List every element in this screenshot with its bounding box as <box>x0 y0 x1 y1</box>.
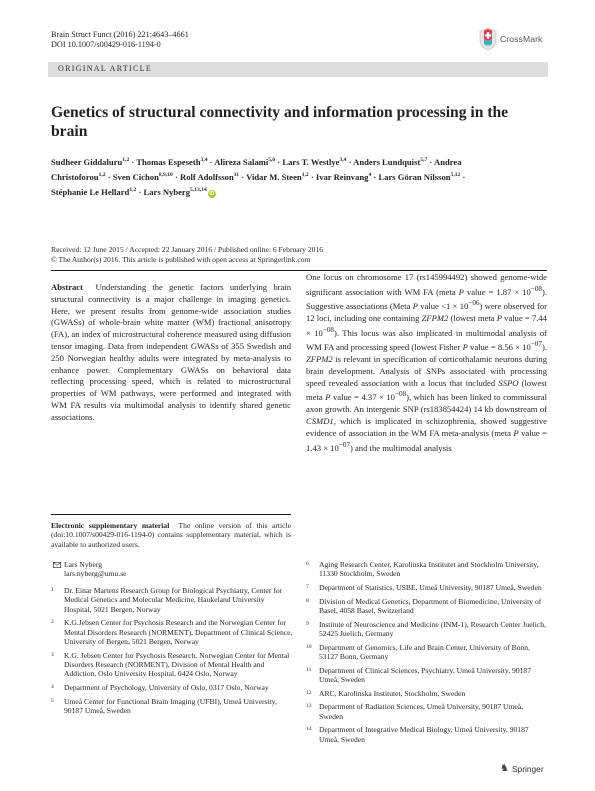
author-name[interactable]: Andrea Christoforou <box>51 156 462 182</box>
affiliation-text: Umeå Center for Functional Brain Imaging (UFBI), Umeå University, 90187 Umeå, Sweden <box>64 696 277 716</box>
doi-line: DOI 10.1007/s00429-016-1194-0 <box>51 40 161 49</box>
affiliation-text: Dr. Einar Martens Research Group for Biological Psychiatry, Center for Medical Genetics and Molecular Medicine, Haukeland University Hospital, 5021 Bergen, Norway <box>64 585 283 614</box>
affiliation-item <box>306 702 548 721</box>
electronic-supplementary-note <box>51 521 291 549</box>
affiliation-item <box>51 697 293 716</box>
author-list: Sudheer Giddaluru$^{1,2}$ · Thomas Espeseth$^{3,4}$ · Alireza Salami$^{5,6}$ · Lars T. Westlye$^{3,4}$ · Anders Lundquist$^{5,7}$ · Andrea Christoforou$^{1,2}$ · Sven Cichon$^{8,9,10}$ · Rolf Adolfsson$^{11}$ · Vidar M. Steen$^{1,2}$ · Ivar Reinvang$^4$ · Lars Göran Nilsson$^{5,12}$ · Stéphanie Le Hellard$^{1,2}$ · Lars Nyberg$^{5,13,14}$iD <box>51 156 466 197</box>
affiliation-number: 14 <box>306 726 312 733</box>
journal-citation: Brain Struct Funct (2016) 221:4643–4661 <box>51 30 189 39</box>
author-affiliation-marker: 1,2 <box>98 172 106 179</box>
publisher-logo <box>500 763 544 774</box>
affiliation-text: Department of Statistics, USBE, Umeå University, 90187 Umeå, Sweden <box>319 583 542 592</box>
affiliation-item <box>306 643 548 662</box>
affiliation-number: 6 <box>306 561 309 567</box>
corresponding-name: Lars Nyberg <box>64 560 103 569</box>
publication-dates <box>51 245 323 264</box>
article-title: Genetics of structural connectivity and information processing in the brain <box>51 104 509 140</box>
author-name[interactable]: Vidar M. Steen <box>246 171 302 182</box>
section-banner <box>48 62 548 77</box>
author-affiliation-marker: 11 <box>233 172 240 179</box>
affiliation-item <box>306 666 548 685</box>
abstract-right-column <box>306 272 547 454</box>
author-affiliation-marker: 8,9,10 <box>158 172 173 179</box>
affiliation-text: Institute of Neuroscience and Medicine (INM-1), Research Center Juelich, 52425 Juelich, Germany <box>319 619 546 638</box>
affiliation-number: 5 <box>51 697 54 704</box>
esm-divider-rule <box>51 514 291 515</box>
affiliation-text: Department of Clinical Sciences, Psychiatry, Umeå University, 90187 Umeå, Sweden <box>319 665 532 684</box>
abstract-text: Understanding the genetic factors underlying brain structural connectivity is a major challenge in imaging genetics. Here, we present results from genome-wide association studies (GWASs) of whole-brain white matter (WM) fractional anisotropy (FA), an index of microstructural coherence measured using diffusion tensor imaging. Data from independent GWASs of 355 Swedish and 250 Norwegian healthy adults were integrated by meta-analysis to enhance power. Complementary GWASs on behavioral data reflecting processing speed, which is related to microstructural properties of WM pathways, were performed and integrated with WM FA results via multimodal analysis to identify shared genetic associations. <box>51 282 292 422</box>
affiliation-number: 7 <box>306 584 309 590</box>
affiliation-text: ARC, Karolinska Institutet, Stockholm, Sweden <box>319 688 466 698</box>
affiliation-number: 12 <box>306 689 312 696</box>
section-label: ORIGINAL ARTICLE <box>58 64 153 73</box>
corresponding-email[interactable]: lars.nyberg@umu.se <box>64 569 127 579</box>
gene-name: ZFPM2 <box>421 313 449 324</box>
affiliation-item <box>306 689 548 698</box>
affiliation-item <box>51 618 293 646</box>
abstract-left-column <box>51 282 291 424</box>
author-affiliation-marker: 1,2 <box>301 172 309 179</box>
affiliation-number: 10 <box>306 643 312 650</box>
author-name[interactable]: Alireza Salami <box>214 156 269 167</box>
abstract-heading: Abstract <box>51 282 83 292</box>
affiliation-number: 2 <box>51 619 54 626</box>
affiliation-text: Department of Genomics, Life and Brain Center, University of Bonn, 53127 Bonn, Germany <box>319 642 531 661</box>
affiliation-item <box>306 583 548 592</box>
affiliation-text: Department of Integrative Medical Biology, Umeå University, 90187 Umeå, Sweden <box>319 725 529 744</box>
abstract-continuation: One locus on chromosome 17 (rs145994492) showed genome-wide significant association with WM FA (meta P value = $1.87 \times 10^{-08}$). Suggestive associations (Meta P value $<1 \times 10^{-06}$) were observed for 12 loci, including one containing ZFPM2 (lowest meta P value = $7.44 \times 10^{-08}$). This locus was also implicated in multimodal analysis of WM FA and processing speed (lowest Fisher P value = $8.56 \times 10^{-07}$). ZFPM2 is relevant in specification of corticothalamic neurons during brain development. Analysis of SNPs associated with processing speed revealed association with a locus that included SSPO (lowest meta P value = $4.37 \times 10^{-08}$), which has been linked to commissural axon growth. An intergenic SNP (rs183854424) 14 kb downstream of CSMD1, which is implicated in schizophrenia, showed suggestive evidence of association in the WM FA meta-analysis (meta P value = $1.43 \times 10^{-07}$) and the multimodal analysis <box>306 272 548 453</box>
affiliation-number: 4 <box>51 684 54 691</box>
crossmark-badge[interactable] <box>478 27 548 51</box>
affiliations-right <box>306 560 548 748</box>
journal-header <box>51 30 189 50</box>
author-affiliation-marker: 1,2 <box>122 157 130 163</box>
affiliation-number: 11 <box>306 666 312 673</box>
affiliation-item <box>51 683 293 692</box>
divider-rule <box>51 270 547 271</box>
author-affiliation-marker: 3,4 <box>339 157 347 163</box>
affiliations-left <box>51 560 293 720</box>
gene-name: SSPO <box>498 377 519 388</box>
corresponding-author <box>53 560 293 579</box>
affiliation-number: 8 <box>306 597 309 604</box>
affiliation-text: K.G.Jebsen Center for Psychosis Research and the Norwegian Center for Mental Disorders Research (NORMENT), Department of Clinical Science, University of Bergen, 5021 Bergen, Norway <box>64 618 293 647</box>
affiliation-item <box>306 560 548 579</box>
author-affiliation-marker: 5,12 <box>450 172 461 179</box>
author-name[interactable]: Sudheer Giddaluru <box>51 156 123 167</box>
author-name[interactable]: Sven Cichon <box>112 171 159 182</box>
affiliation-number: 13 <box>306 703 312 710</box>
affiliation-text: Division of Medical Genetics, Department of Biomedicine, University of Basel, 4058 Basel, Switzerland <box>319 596 542 615</box>
affiliation-number: 9 <box>306 620 309 627</box>
gene-name: CSMD1 <box>306 416 334 427</box>
received-accepted-line: Received: 12 June 2015 / Accepted: 22 January 2016 / Published online: 6 February 2016 <box>51 245 324 254</box>
affiliation-item <box>51 586 293 614</box>
affiliation-item <box>51 651 293 679</box>
author-affiliation-marker: 5,13,14 <box>190 187 207 194</box>
author-name[interactable]: Lars Göran Nilsson <box>378 171 451 182</box>
affiliation-text: Department of Radiation Sciences, Umeå University, 90187 Umeå, Sweden <box>319 702 524 721</box>
author-affiliation-marker: 5,6 <box>268 157 276 163</box>
affiliation-item <box>306 725 548 744</box>
affiliation-item <box>306 620 548 639</box>
author-name[interactable]: Thomas Espeseth <box>136 156 201 167</box>
affiliation-text: K.G. Jebsen Center for Psychosis Research, Norwegian Center for Mental Disorders Research (NORMENT), Division of Mental Health and Addiction, Oslo University Hospital, 0424 Oslo, Norway <box>64 650 290 679</box>
affiliation-list-left <box>51 586 293 716</box>
author-name[interactable]: Stéphanie Le Hellard <box>51 186 130 197</box>
envelope-icon <box>53 560 64 579</box>
affiliation-list-right <box>306 560 548 744</box>
author-affiliation-marker: 4 <box>368 172 372 179</box>
affiliation-number: 3 <box>51 651 54 658</box>
publisher-name: Springer <box>511 763 544 774</box>
affiliation-number: 1 <box>51 586 54 593</box>
author-affiliation-marker: 1,2 <box>129 187 137 194</box>
author-name[interactable]: Rolf Adolfsson <box>180 171 234 182</box>
springer-horse-icon: ♞ <box>500 763 509 774</box>
esm-text: The online version of this article (doi:10.1007/s00429-016-1194-0) contains supplementary material, which is available to authorized users. <box>51 521 291 549</box>
gene-name: ZFPM2 <box>306 354 333 365</box>
crossmark-label: CrossMark <box>500 34 543 44</box>
author-name[interactable]: Lars Nyberg <box>143 186 191 197</box>
affiliation-text: Department of Psychology, University of Oslo, 0317 Oslo, Norway <box>64 683 269 693</box>
author-affiliation-marker: 3,4 <box>200 157 208 163</box>
author-affiliation-marker: 5,7 <box>420 157 428 163</box>
orcid-icon[interactable]: iD <box>209 190 215 197</box>
crossmark-icon <box>478 27 498 51</box>
affiliation-item <box>306 597 548 616</box>
esm-heading: Electronic supplementary material <box>51 521 170 530</box>
affiliation-text: Aging Research Center, Karolinska Institutet and Stockholm University, 11330 Stockholm, Sweden <box>319 560 539 579</box>
author-name[interactable]: Anders Lundquist <box>353 156 421 167</box>
author-name[interactable]: Ivar Reinvang <box>315 171 369 182</box>
copyright-line: © The Author(s) 2016. This article is published with open access at Springerlink.com <box>51 254 311 264</box>
author-name[interactable]: Lars T. Westlye <box>282 156 340 167</box>
